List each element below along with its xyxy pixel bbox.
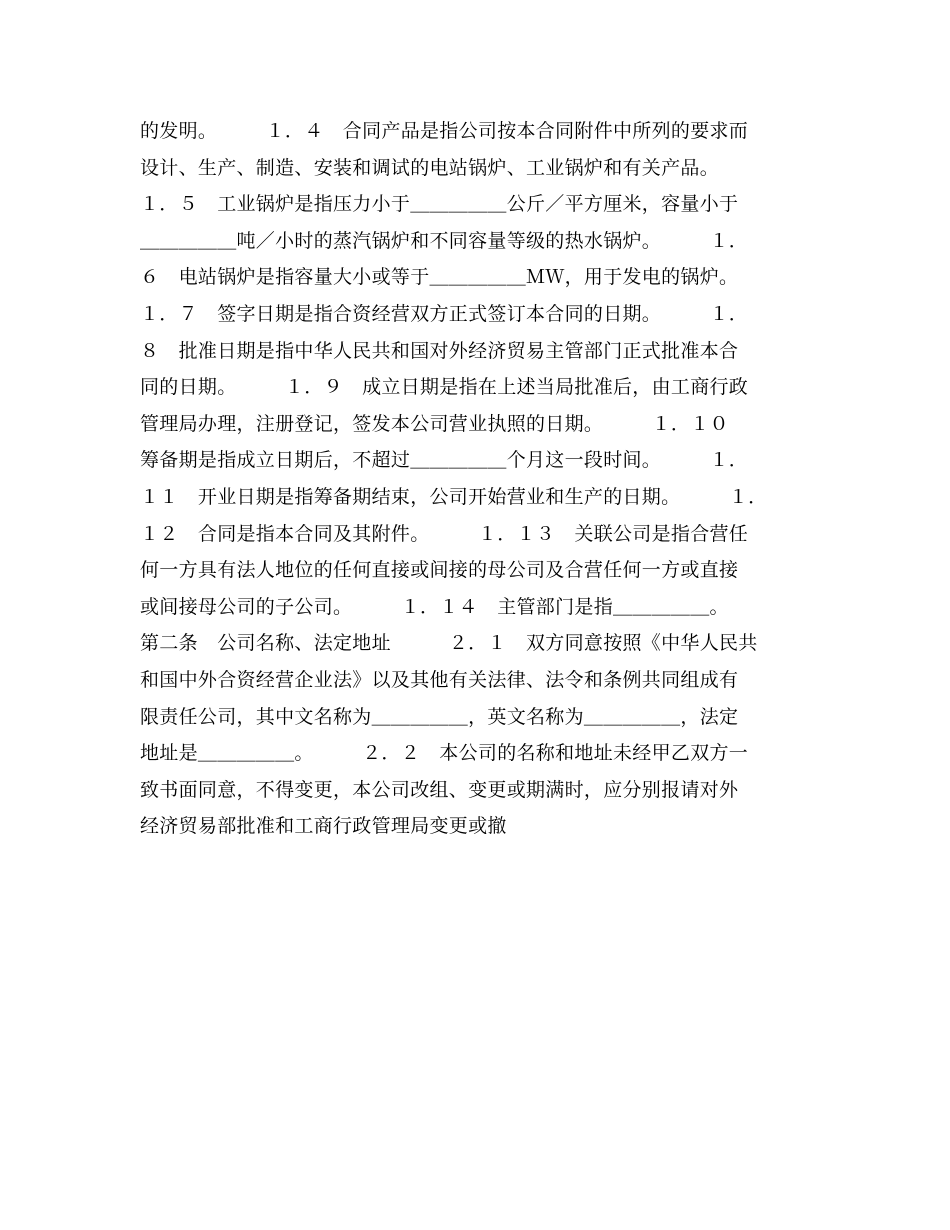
text-line: 或间接母公司的子公司。 １．１４ 主管部门是指＿＿＿＿＿。 xyxy=(140,595,729,618)
text-line: １２ 合同是指本合同及其附件。 １．１３ 关联公司是指合营任 xyxy=(140,522,749,545)
text-line: ６ 电站锅炉是指容量大小或等于＿＿＿＿＿ＭＷ，用于发电的锅炉。 xyxy=(140,266,739,289)
text-line: 管理局办理，注册登记，签发本公司营业执照的日期。 １．１０ xyxy=(140,412,729,435)
text-line: 第二条 公司名称、法定地址 ２．１ 双方同意按照《中华人民共 xyxy=(140,632,758,655)
text-line: １１ 开业日期是指筹备期结束，公司开始营业和生产的日期。 １． xyxy=(140,485,768,508)
text-line: 的发明。 １．４ 合同产品是指公司按本合同附件中所列的要求而 xyxy=(140,120,749,142)
text-line: 和国中外合资经营企业法》以及其他有关法律、法令和条例共同组成有 xyxy=(140,668,739,691)
text-line: ＿＿＿＿＿吨／小时的蒸汽锅炉和不同容量等级的热水锅炉。 １． xyxy=(140,229,749,252)
text-line: １．５ 工业锅炉是指压力小于＿＿＿＿＿公斤／平方厘米，容量小于 xyxy=(140,193,739,216)
text-line: 限责任公司，其中文名称为＿＿＿＿＿，英文名称为＿＿＿＿＿，法定 xyxy=(140,705,739,728)
text-line: 设计、生产、制造、安装和调试的电站锅炉、工业锅炉和有关产品。 xyxy=(140,156,720,179)
text-line: 致书面同意，不得变更，本公司改组、变更或期满时，应分别报请对外 xyxy=(140,778,739,801)
text-line: ８ 批准日期是指中华人民共和国对外经济贸易主管部门正式批准本合 xyxy=(140,339,739,362)
document-body xyxy=(140,113,812,845)
text-line: １．７ 签字日期是指合资经营双方正式签订本合同的日期。 １． xyxy=(140,302,749,325)
text-line: 筹备期是指成立日期后，不超过＿＿＿＿＿个月这一段时间。 １． xyxy=(140,449,749,472)
text-line: 何一方具有法人地位的任何直接或间接的母公司及合营任何一方或直接 xyxy=(140,559,739,582)
text-line: 地址是＿＿＿＿＿。 ２．２ 本公司的名称和地址未经甲乙双方一 xyxy=(140,742,749,765)
text-line: 同的日期。 １．９ 成立日期是指在上述当局批准后，由工商行政 xyxy=(140,376,749,399)
text-line: 经济贸易部批准和工商行政管理局变更或撤 xyxy=(140,815,507,838)
